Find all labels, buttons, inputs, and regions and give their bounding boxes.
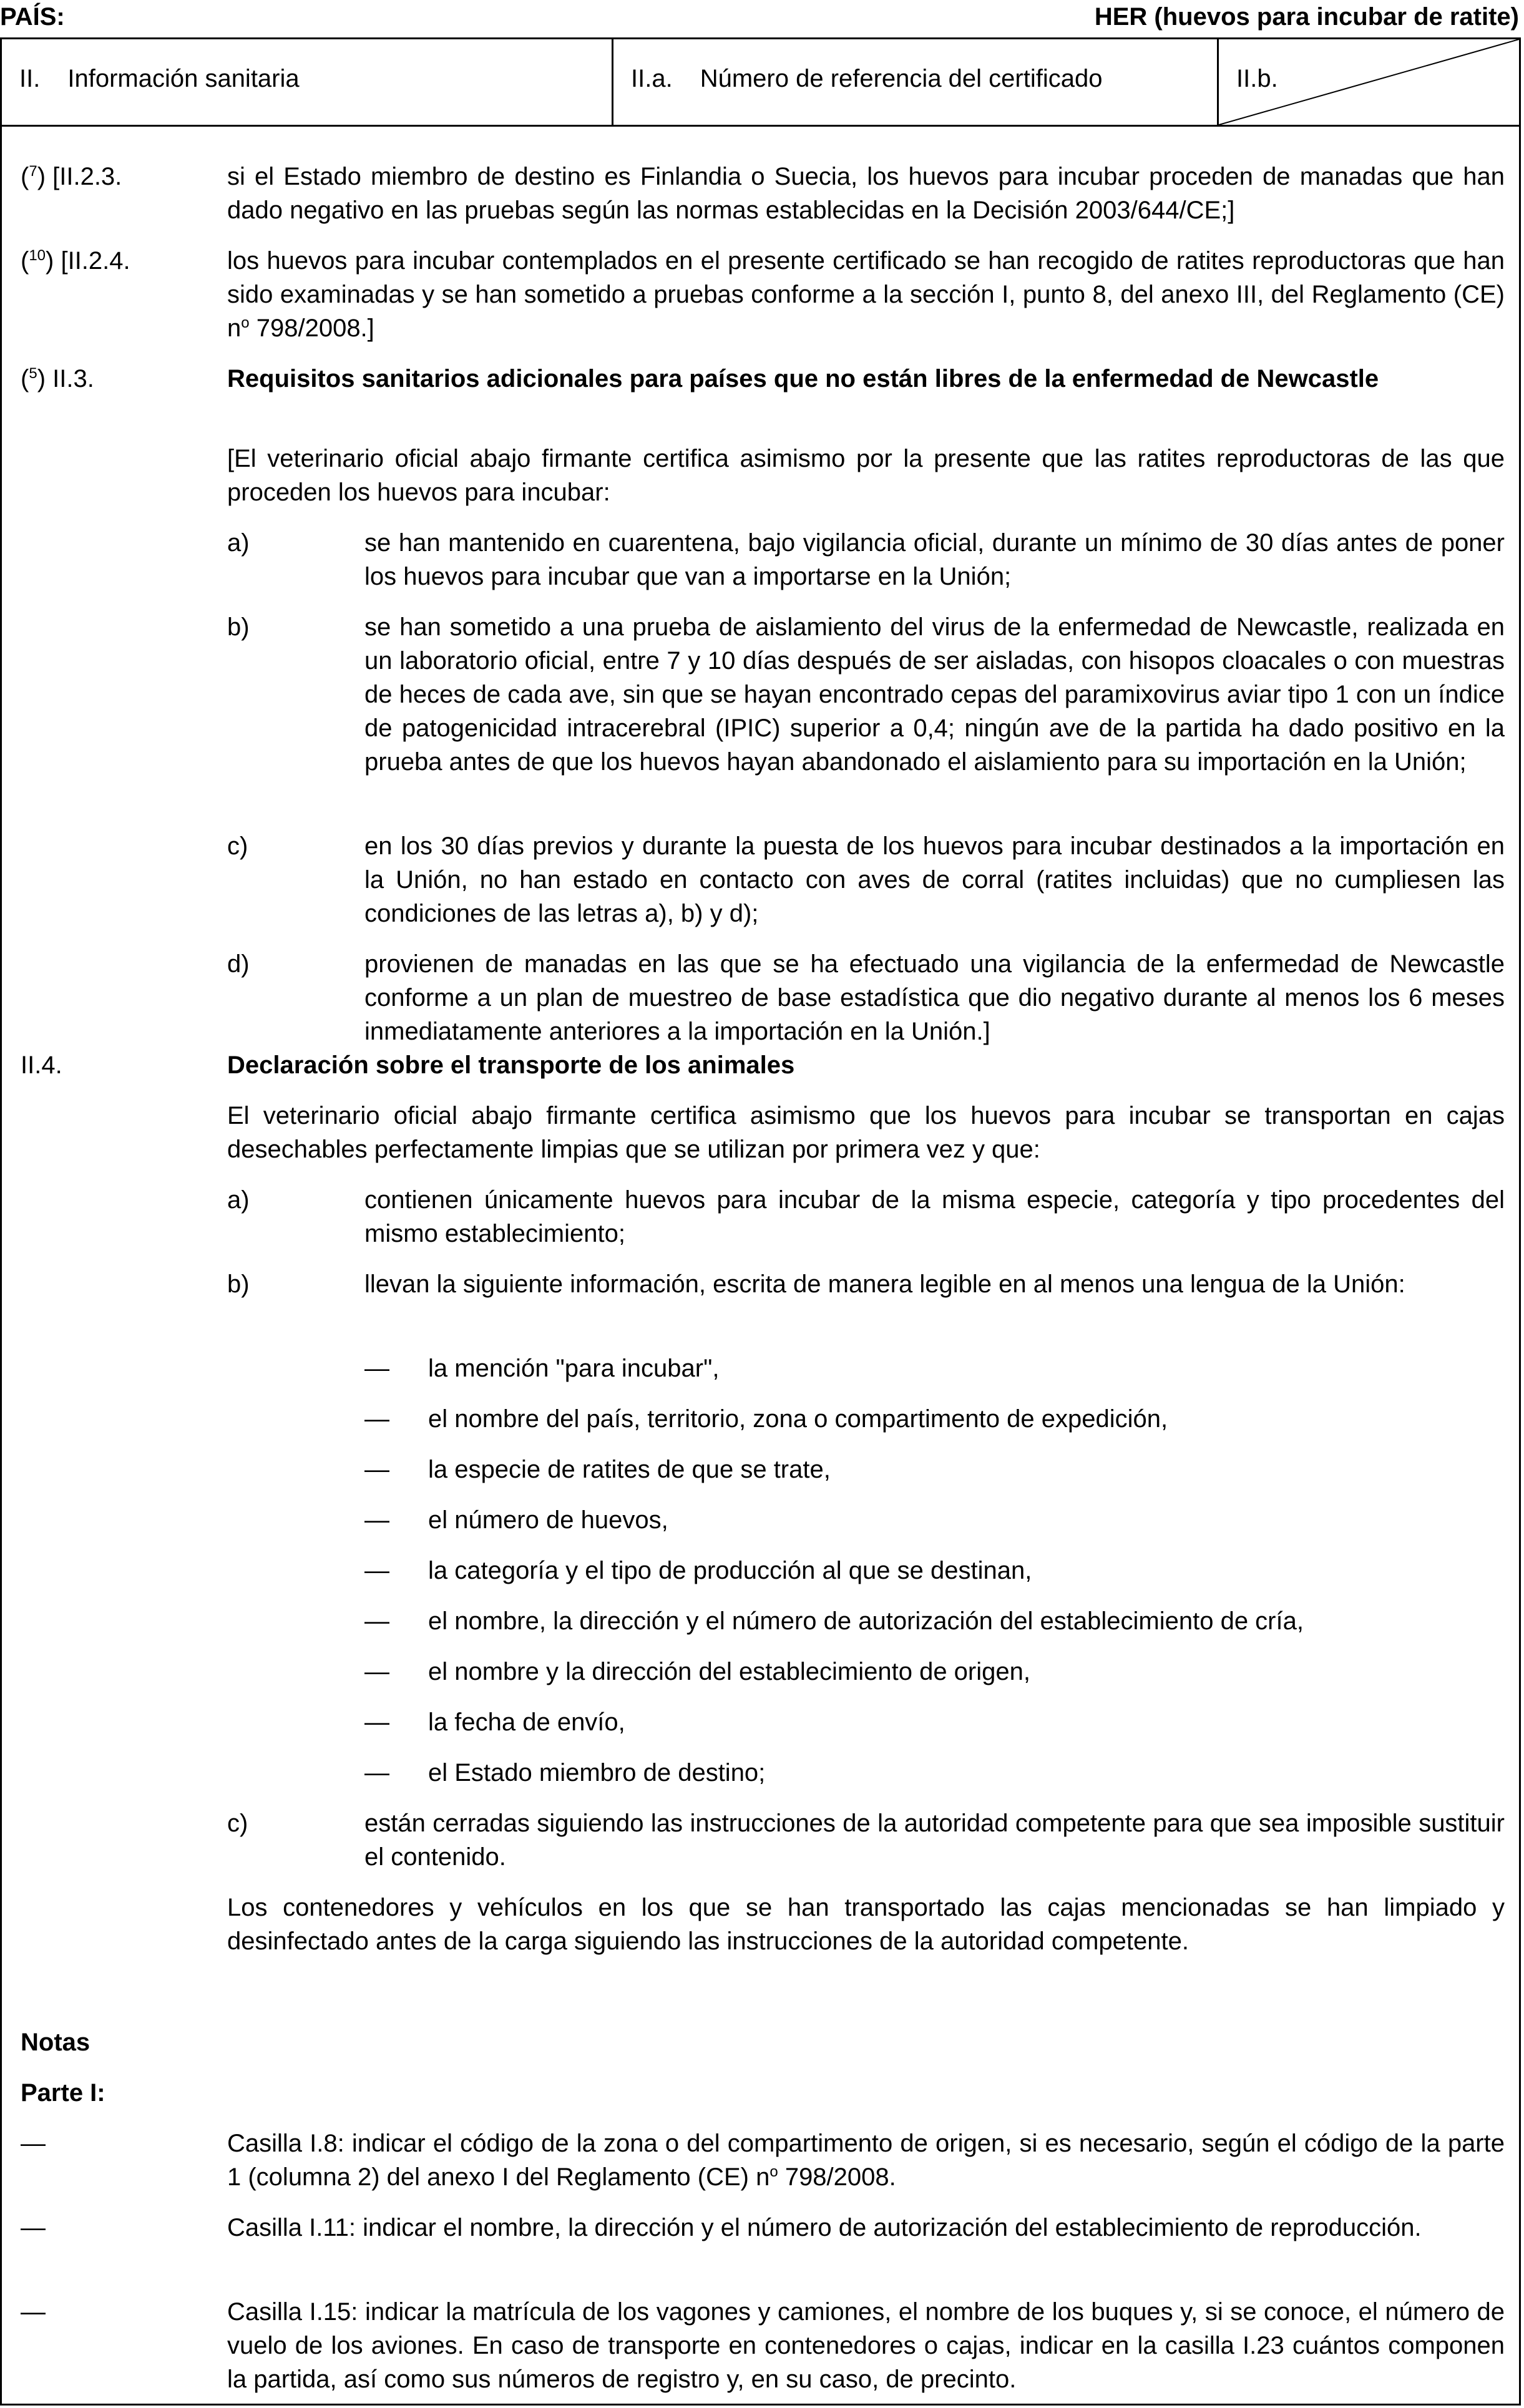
dash-item: el Estado miembro de destino;	[428, 1759, 766, 1787]
section-number: II.	[19, 65, 41, 92]
header-section-cell	[2, 39, 613, 125]
dash-item: el nombre y la dirección del establecimiento de origen,	[428, 1658, 1030, 1685]
transport-letter-a: a)	[227, 1186, 250, 1214]
item-text-part: 798/2008.]	[249, 314, 374, 342]
dash-marker: —	[364, 1405, 389, 1433]
note-text-part: Casilla I.8: indicar el código de la zona o del compartimento de origen, si es necesario, según el código de la parte 1 (columna 2) del anexo I del Reglamento (CE) n	[227, 2130, 1505, 2191]
dash-item: el nombre, la dirección y el número de autorización del establecimiento de cría,	[428, 1607, 1304, 1635]
item-number-ii4: II.4.	[21, 1051, 62, 1079]
item-number-ii224: ($^{10}$) [II.2.4.	[21, 247, 130, 275]
point-text-d: provienen de manadas en las que se ha efectuado una vigilancia de la enfermedad de Newcastle conforme a un plan de muestreo de base estadística que dio negativo durante al menos los 6 meses inmediatamente anteriores a la importación en la Unión.]	[364, 950, 1505, 1045]
note-text-2: Casilla I.11: indicar el nombre, la dirección y el número de autorización del establecimiento de reproducción.	[227, 2214, 1422, 2241]
footnote-ref: 5	[29, 365, 37, 382]
notes-title: Notas	[21, 2029, 90, 2056]
item-code: ) II.3.	[37, 365, 94, 392]
note-text-1	[227, 2127, 1505, 2194]
note-text-part: 798/2008.	[778, 2163, 896, 2191]
dash-marker: —	[364, 1557, 389, 1584]
point-letter-a: a)	[227, 529, 250, 557]
transport-closing: Los contenedores y vehículos en los que se han transportado las cajas mencionadas se han limpiado y desinfectado antes de la carga siguiendo las instrucciones de la autoridad competente.	[227, 1894, 1505, 1955]
dash-marker: —	[364, 1506, 389, 1534]
section-heading-ii3: Requisitos sanitarios adicionales para países que no están libres de la enfermedad de Newcastle	[227, 365, 1379, 392]
note-text-3: Casilla I.15: indicar la matrícula de los vagones y camiones, el nombre de los buques y, si se conoce, el número de vuelo de los aviones. En caso de transporte en contenedores o cajas, indicar en la casilla I.23 cuántos componen la partida, así como sus números de registro y, en su caso, de precinto.	[227, 2298, 1505, 2393]
superscript-o: o	[241, 314, 250, 331]
dash-item: la fecha de envío,	[428, 1709, 625, 1736]
dash-item: la especie de ratites de que se trate,	[428, 1456, 831, 1483]
header-ref-cell	[613, 39, 1219, 125]
point-letter-d: d)	[227, 950, 250, 978]
point-text-a: se han mantenido en cuarentena, bajo vigilancia oficial, durante un mínimo de 30 días antes de poner los huevos para incubar que van a importarse en la Unión;	[364, 529, 1505, 590]
page-top-bar	[0, 0, 1524, 37]
item-code: ) [II.2.3.	[37, 163, 122, 190]
item-number-ii3: ($^5$) II.3.	[21, 365, 94, 392]
header-iib: II.b.	[1236, 65, 1278, 92]
notes-part-title: Parte I:	[21, 2079, 105, 2107]
transport-text-c: están cerradas siguiendo las instrucciones de la autoridad competente para que sea imposible sustituir el contenido.	[364, 1810, 1505, 1871]
section-title: Información sanitaria	[67, 65, 300, 92]
point-letter-c: c)	[227, 832, 248, 860]
item-text-ii224	[227, 244, 1505, 345]
point-letter-b: b)	[227, 613, 250, 641]
dash-marker: —	[364, 1709, 389, 1736]
dash-marker: —	[364, 1456, 389, 1483]
transport-letter-c: c)	[227, 1810, 248, 1837]
footnote-ref: 10	[29, 247, 46, 264]
dash-item: el número de huevos,	[428, 1506, 668, 1534]
note-dash: —	[21, 2214, 46, 2241]
certificate-title: HER (huevos para incubar de ratite)	[1094, 3, 1519, 31]
dash-marker: —	[364, 1355, 389, 1382]
dash-item: la mención "para incubar",	[428, 1355, 720, 1382]
ref-number: II.a.	[631, 65, 673, 92]
dash-item: la categoría y el tipo de producción al que se destinan,	[428, 1557, 1032, 1584]
header-section	[19, 62, 300, 95]
certificate-frame	[0, 37, 1521, 2406]
dash-marker: —	[364, 1759, 389, 1787]
country-label: PAÍS:	[0, 3, 65, 31]
header-row	[2, 39, 1519, 127]
transport-text-b: llevan la siguiente información, escrita de manera legible en al menos una lengua de la Unión:	[364, 1270, 1405, 1298]
header-ref	[631, 62, 1102, 95]
section-heading-ii4: Declaración sobre el transporte de los animales	[227, 1051, 795, 1079]
item-text-part: los huevos para incubar contemplados en el presente certificado se han recogido de ratites reproductoras que han sido examinadas y se han sometido a pruebas conforme a la sección I, punto 8, del anexo III, del Reglamento (CE) n	[227, 247, 1505, 342]
ref-title: Número de referencia del certificado	[700, 65, 1103, 92]
item-number-ii223: ($^7$) [II.2.3.	[21, 163, 122, 190]
footnote-ref: 7	[29, 163, 37, 180]
note-dash: —	[21, 2298, 46, 2326]
item-text-ii223: si el Estado miembro de destino es Finlandia o Suecia, los huevos para incubar proceden de manadas que han dado negativo en las pruebas según las normas establecidas en la Decisión 2003/644/CE;]	[227, 163, 1505, 224]
dash-marker: —	[364, 1607, 389, 1635]
note-dash: —	[21, 2130, 46, 2157]
transport-text-a: contienen únicamente huevos para incubar de la misma especie, categoría y tipo procedentes del mismo establecimiento;	[364, 1186, 1505, 1247]
section-intro-ii3: [El veterinario oficial abajo firmante certifica asimismo por la presente que las ratites reproductoras de las que proceden los huevos para incubar:	[227, 445, 1505, 506]
transport-letter-b: b)	[227, 1270, 250, 1298]
item-code: ) [II.2.4.	[46, 247, 130, 275]
point-text-c: en los 30 días previos y durante la puesta de los huevos para incubar destinados a la importación en la Unión, no han estado en contacto con aves de corral (ratites incluidas) que no cumpliesen las condiciones de las letras a), b) y d);	[364, 832, 1505, 927]
dash-item: el nombre del país, territorio, zona o compartimento de expedición,	[428, 1405, 1168, 1433]
superscript-o: o	[769, 2163, 778, 2180]
header-iib-cell	[1219, 39, 1519, 125]
section-intro-ii4: El veterinario oficial abajo firmante certifica asimismo que los huevos para incubar se transportan en cajas desechables perfectamente limpias que se utilizan por primera vez y que:	[227, 1102, 1505, 1163]
point-text-b: se han sometido a una prueba de aislamiento del virus de la enfermedad de Newcastle, realizada en un laboratorio oficial, entre 7 y 10 días después de ser aisladas, con hisopos cloacales o con muestras de heces de cada ave, sin que se hayan encontrado cepas del paramixovirus aviar tipo 1 con un índice de patogenicidad intracerebral (IPIC) superior a 0,4; ningún ave de la partida ha dado positivo en la prueba antes de que los huevos hayan abandonado el aislamiento para su importación en la Unión;	[364, 613, 1505, 776]
dash-marker: —	[364, 1658, 389, 1685]
